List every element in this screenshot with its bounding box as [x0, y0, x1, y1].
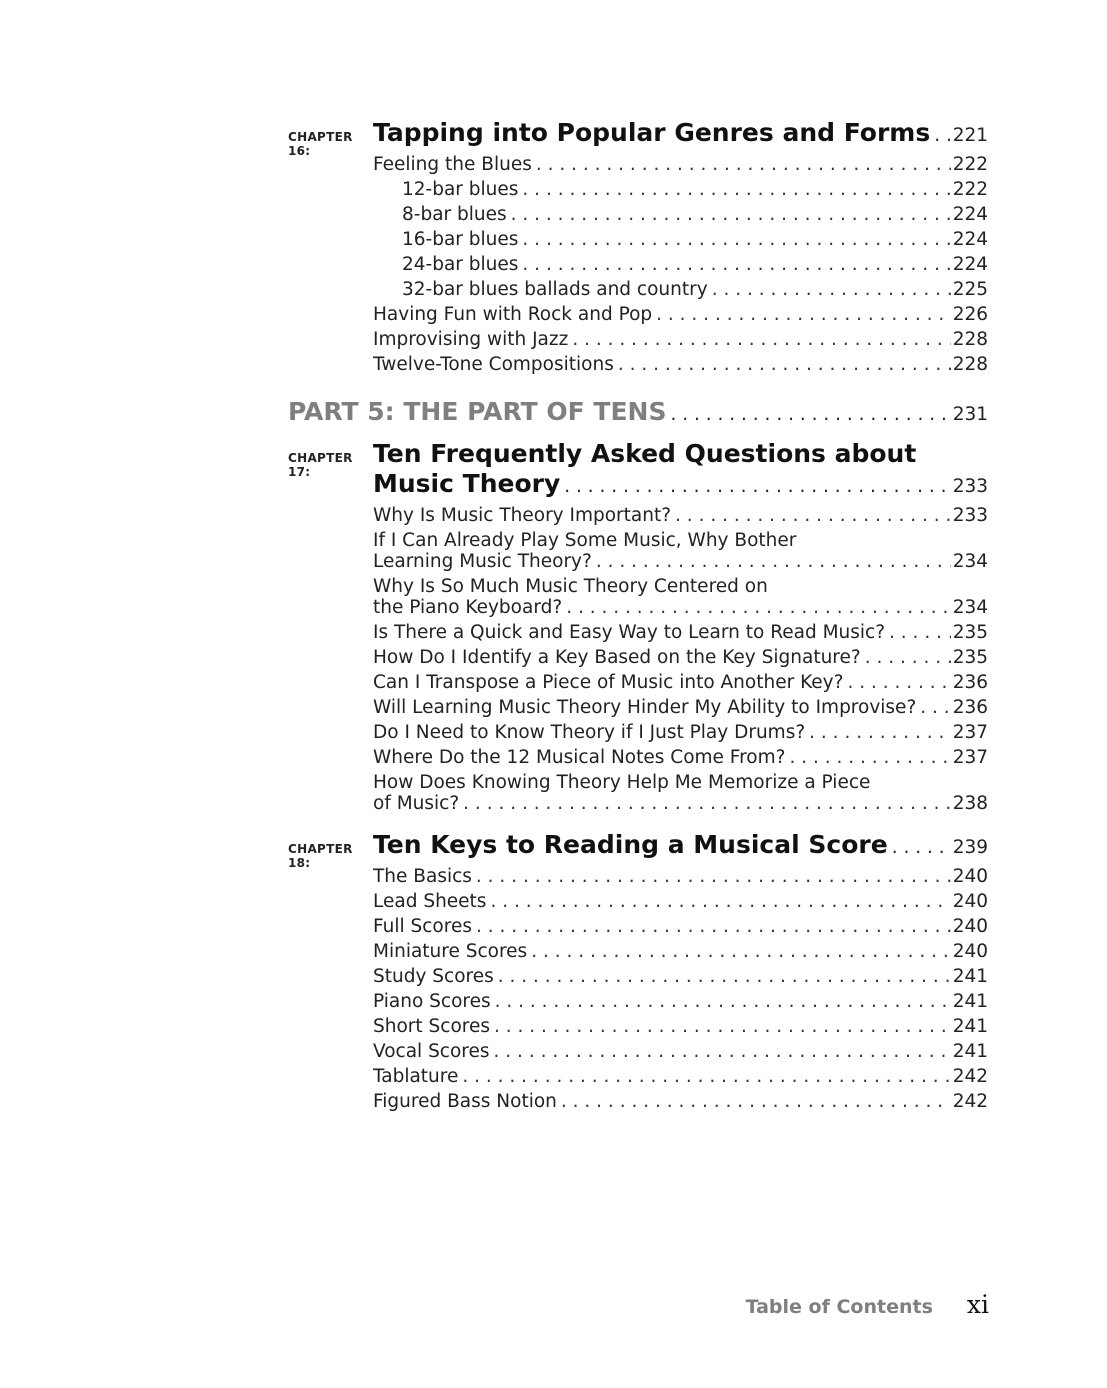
- toc-entry[interactable]: [373, 645, 988, 670]
- toc-entry[interactable]: [402, 177, 988, 202]
- leader-dots: [494, 1039, 951, 1064]
- leader-dots: [463, 793, 951, 814]
- entry-title: Figured Bass Notion: [373, 1091, 557, 1112]
- leader-dots: [809, 720, 951, 745]
- toc-entry[interactable]: [373, 1014, 988, 1039]
- toc-entry[interactable]: [402, 277, 988, 302]
- toc-entry[interactable]: [373, 864, 988, 889]
- chapter-label: CHAPTER 18:: [288, 842, 353, 870]
- page-number: 228: [952, 329, 988, 350]
- toc-entry[interactable]: [402, 252, 988, 277]
- page-number: 240: [952, 891, 988, 912]
- entry-title: Improvising with Jazz: [373, 329, 569, 350]
- entry-title: Miniature Scores: [373, 941, 528, 962]
- chapter-17-heading[interactable]: [288, 439, 988, 500]
- toc-entry[interactable]: [373, 152, 988, 177]
- leader-dots: [712, 277, 951, 302]
- leader-dots: [789, 745, 950, 770]
- page-number: 238: [952, 793, 988, 814]
- toc-entry[interactable]: [402, 227, 988, 252]
- toc-entry[interactable]: [373, 1089, 988, 1114]
- page-number: 241: [952, 966, 988, 987]
- page-number: 242: [952, 1066, 988, 1087]
- leader-dots: [522, 227, 950, 252]
- toc-entry[interactable]: [373, 939, 988, 964]
- entry-title: Twelve-Tone Compositions: [373, 354, 614, 375]
- chapter-label: CHAPTER 17:: [288, 451, 353, 479]
- page-number: 222: [952, 179, 988, 200]
- entry-title-line-1: How Does Knowing Theory Help Me Memorize a Piece: [373, 772, 871, 793]
- entry-title: 32-bar blues ballads and country: [402, 279, 708, 300]
- toc-entry[interactable]: [373, 352, 988, 377]
- leader-dots: [670, 404, 950, 425]
- toc-entry[interactable]: [373, 576, 988, 618]
- toc-entry[interactable]: [373, 964, 988, 989]
- toc-entry[interactable]: [373, 989, 988, 1014]
- leader-dots: [847, 670, 950, 695]
- page-number: 240: [952, 866, 988, 887]
- chapter-title-line-2: Music Theory: [373, 469, 561, 498]
- leader-dots: [865, 645, 951, 670]
- toc-entry[interactable]: [373, 503, 988, 528]
- entry-title: How Do I Identify a Key Based on the Key Signature?: [373, 647, 861, 668]
- page-number: 241: [952, 1016, 988, 1037]
- toc-entry[interactable]: [373, 302, 988, 327]
- folio-page-number: xi: [966, 1290, 989, 1319]
- entry-title: Will Learning Music Theory Hinder My Ability to Improvise?: [373, 697, 917, 718]
- toc-entry[interactable]: [373, 745, 988, 770]
- page-number: 242: [952, 1091, 988, 1112]
- leader-dots: [596, 551, 951, 572]
- leader-dots: [522, 177, 950, 202]
- table-of-contents: [288, 118, 988, 1114]
- entry-title: Is There a Quick and Easy Way to Learn to Read Music?: [373, 622, 886, 643]
- leader-dots: [462, 1064, 950, 1089]
- leader-dots: [934, 125, 950, 146]
- chapter-16-heading[interactable]: [288, 118, 988, 158]
- chapter-title: Ten Keys to Reading a Musical Score: [373, 830, 888, 859]
- toc-entry[interactable]: [373, 720, 988, 745]
- part-5-heading[interactable]: [288, 397, 988, 433]
- leader-dots: [618, 352, 951, 377]
- page-number: 231: [952, 404, 988, 425]
- page-footer: [746, 1290, 989, 1319]
- entry-title: Lead Sheets: [373, 891, 487, 912]
- page-number: 224: [952, 204, 988, 225]
- leader-dots: [511, 202, 951, 227]
- page-number: 235: [952, 647, 988, 668]
- page-number: 236: [952, 697, 988, 718]
- leader-dots: [572, 327, 950, 352]
- entry-title: the Piano Keyboard?: [373, 597, 563, 618]
- toc-entry[interactable]: [373, 327, 988, 352]
- entry-title: Tablature: [373, 1066, 459, 1087]
- toc-entry[interactable]: [373, 772, 988, 814]
- entry-title: Piano Scores: [373, 991, 491, 1012]
- leader-dots: [536, 152, 951, 177]
- leader-dots: [495, 989, 951, 1014]
- leader-dots: [498, 964, 951, 989]
- toc-entry[interactable]: [373, 914, 988, 939]
- entry-title: Learning Music Theory?: [373, 551, 592, 572]
- page-number: 228: [952, 354, 988, 375]
- page-number: 221: [952, 125, 988, 146]
- chapter-18-heading[interactable]: [288, 830, 988, 870]
- part-title: PART 5: THE PART OF TENS: [288, 397, 667, 426]
- entry-title: 24-bar blues: [402, 254, 519, 275]
- entry-title: Full Scores: [373, 916, 472, 937]
- page-number: 222: [952, 154, 988, 175]
- page-number: 234: [952, 597, 988, 618]
- entry-title: Do I Need to Know Theory if I Just Play Drums?: [373, 722, 806, 743]
- entry-title: 8-bar blues: [402, 204, 507, 225]
- page-number: 235: [952, 622, 988, 643]
- leader-dots: [476, 864, 951, 889]
- leader-dots: [675, 503, 951, 528]
- leader-dots: [531, 939, 950, 964]
- page-number: 234: [952, 551, 988, 572]
- entry-title-line-1: If I Can Already Play Some Music, Why Bother: [373, 530, 797, 551]
- page-number: 241: [952, 1041, 988, 1062]
- leader-dots: [561, 1089, 951, 1114]
- entry-title: Having Fun with Rock and Pop: [373, 304, 653, 325]
- toc-entry[interactable]: [373, 620, 988, 645]
- page-number: 224: [952, 254, 988, 275]
- running-footer-title: Table of Contents: [745, 1296, 933, 1318]
- leader-dots: [889, 620, 951, 645]
- page-number: 224: [952, 229, 988, 250]
- entry-title: Feeling the Blues: [373, 154, 532, 175]
- page-number: 240: [952, 941, 988, 962]
- leader-dots: [920, 695, 950, 720]
- entry-title: Why Is Music Theory Important?: [373, 505, 672, 526]
- chapter-label: CHAPTER 16:: [288, 130, 353, 158]
- entry-title: Vocal Scores: [373, 1041, 490, 1062]
- page-number: 233: [952, 476, 988, 497]
- page-number: 225: [952, 279, 988, 300]
- chapter-title-line-1: Ten Frequently Asked Questions about: [373, 439, 917, 468]
- leader-dots: [494, 1014, 951, 1039]
- page-number: 237: [952, 747, 988, 768]
- page-number: 241: [952, 991, 988, 1012]
- page-number: 233: [952, 505, 988, 526]
- leader-dots: [522, 252, 950, 277]
- entry-title: Can I Transpose a Piece of Music into Another Key?: [373, 672, 844, 693]
- entry-title: of Music?: [373, 793, 460, 814]
- toc-entry[interactable]: [373, 695, 988, 720]
- toc-entry[interactable]: [373, 670, 988, 695]
- entry-title: The Basics: [373, 866, 472, 887]
- leader-dots: [490, 889, 950, 914]
- leader-dots: [564, 476, 950, 497]
- toc-entry[interactable]: [373, 1039, 988, 1064]
- leader-dots: [892, 837, 951, 858]
- entry-title: Study Scores: [373, 966, 494, 987]
- page-number: 237: [952, 722, 988, 743]
- leader-dots: [566, 597, 951, 618]
- entry-title: Where Do the 12 Musical Notes Come From?: [373, 747, 786, 768]
- page-number: 236: [952, 672, 988, 693]
- leader-dots: [476, 914, 951, 939]
- entry-title: 16-bar blues: [402, 229, 519, 250]
- toc-entry[interactable]: [373, 530, 988, 572]
- page-number: 226: [952, 304, 988, 325]
- entry-title-line-1: Why Is So Much Music Theory Centered on: [373, 576, 768, 597]
- toc-entry[interactable]: [373, 1064, 988, 1089]
- page-number: 240: [952, 916, 988, 937]
- toc-entry[interactable]: [402, 202, 988, 227]
- page-number: 239: [952, 837, 988, 858]
- leader-dots: [656, 302, 951, 327]
- entry-title: 12-bar blues: [402, 179, 519, 200]
- entry-title: Short Scores: [373, 1016, 490, 1037]
- chapter-title: Tapping into Popular Genres and Forms: [373, 118, 931, 147]
- toc-entry[interactable]: [373, 889, 988, 914]
